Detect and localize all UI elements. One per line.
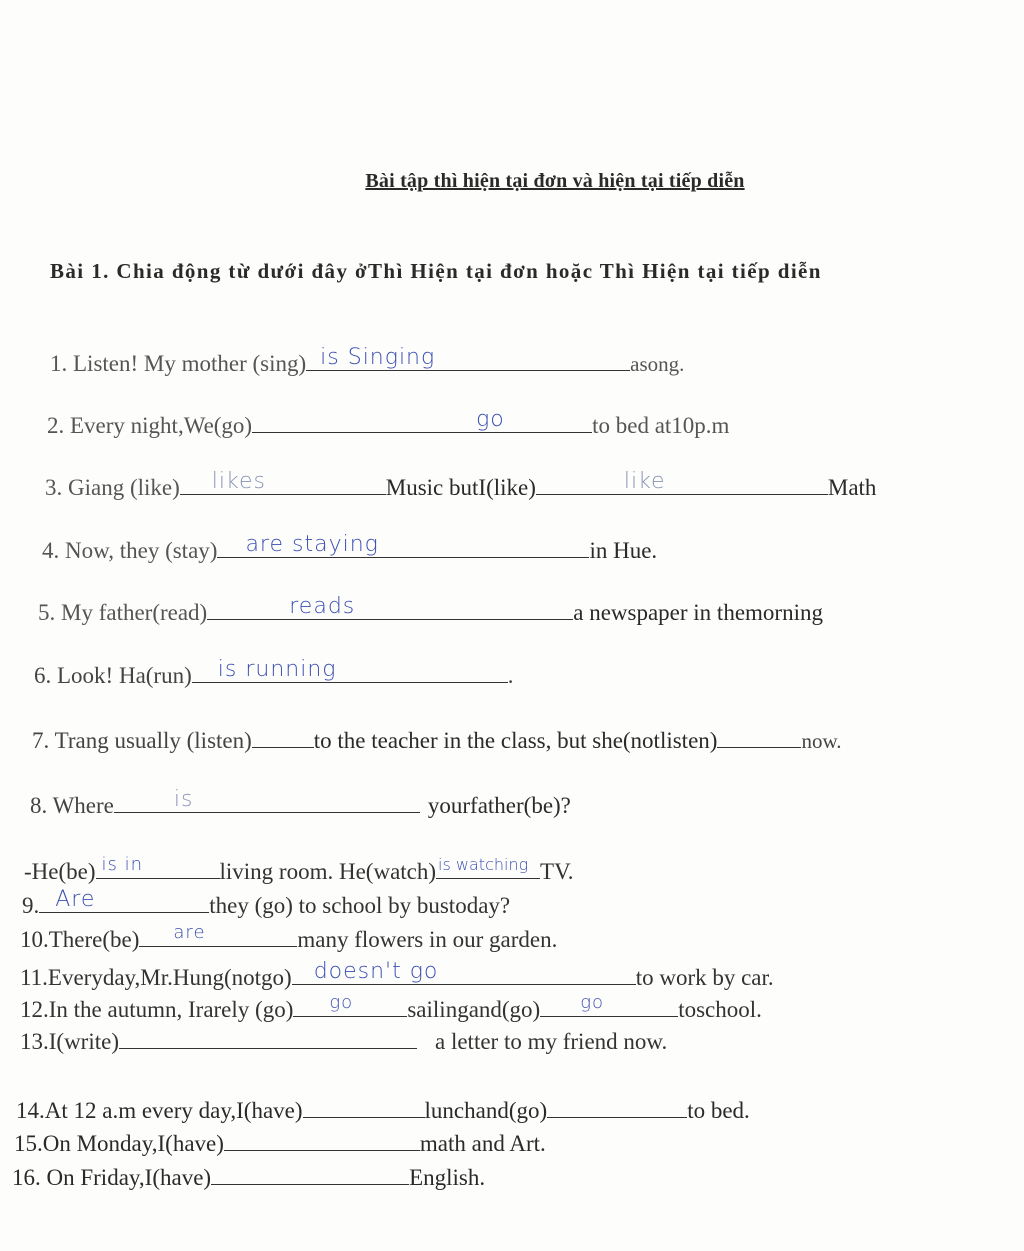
item-prefix: 3. Giang (like) [45, 475, 180, 500]
item-prefix: 4. Now, they (stay) [42, 538, 218, 563]
exercise-item-5 [38, 594, 823, 628]
exercise-item-13 [20, 1026, 667, 1057]
answer-blank[interactable] [180, 469, 386, 495]
answer-blank[interactable] [207, 594, 573, 620]
answer-blank[interactable] [224, 1128, 420, 1151]
answer-blank[interactable] [252, 725, 314, 748]
item-prefix: 15.On Monday,I(have) [14, 1131, 224, 1156]
item-suffix: English. [409, 1165, 486, 1190]
handwritten-answer: go [329, 992, 354, 1013]
answer-blank-2[interactable] [547, 1095, 687, 1118]
item-middle: to the teacher in the class, but she(notlisten) [313, 728, 718, 753]
answer-blank[interactable] [252, 407, 592, 433]
answer-blank[interactable] [192, 657, 508, 683]
item-suffix: now. [801, 729, 842, 753]
item-suffix: Math [827, 475, 877, 500]
item-prefix: 12.In the autumn, Irarely (go) [20, 997, 294, 1022]
item-middle: Music butI(like) [385, 475, 536, 500]
handwritten-answer: is [173, 787, 194, 812]
item-prefix: 6. Look! Ha(run) [34, 663, 192, 688]
handwritten-answer-2: is watching [438, 855, 529, 874]
item-suffix: to work by car. [635, 965, 774, 990]
exercise-item-1 [50, 345, 685, 379]
worksheet-title: Bài tập thì hiện tại đơn và hiện tại tiếp diễn [365, 170, 745, 192]
handwritten-answer: doesn't go [313, 959, 439, 984]
exercise-item-11 [20, 959, 774, 993]
answer-blank[interactable] [306, 345, 630, 371]
item-prefix: 8. Where [30, 793, 114, 818]
item-suffix-visible: toschool. [678, 997, 762, 1022]
item-middle: sailingand(go) [407, 997, 541, 1022]
item-prefix: 14.At 12 a.m every day,I(have) [16, 1098, 303, 1123]
item-suffix: TV. [540, 859, 574, 884]
item-prefix: 1. Listen! My mother (sing) [50, 351, 307, 376]
item-suffix: math and Art. [419, 1131, 546, 1156]
answer-blank[interactable] [211, 1162, 409, 1185]
exercise-item-8b [24, 856, 574, 887]
item-prefix: 9. [22, 893, 40, 918]
item-prefix: 7. Trang usually (listen) [32, 728, 252, 753]
item-suffix: asong. [630, 352, 685, 376]
item-suffix: a letter to my friend now. [435, 1029, 668, 1054]
answer-blank-2[interactable] [536, 469, 828, 495]
handwritten-answer: likes [211, 469, 266, 494]
item-suffix: many flowers in our garden. [297, 927, 558, 952]
exercise-instruction: Bài 1. Chia động từ dưới đây ởThì Hiện tại đơn hoặc Thì Hiện tại tiếp diễn [50, 259, 822, 283]
answer-blank[interactable] [303, 1095, 425, 1118]
answer-blank[interactable] [292, 959, 636, 985]
item-suffix: they (go) to school by bustoday? [209, 893, 511, 918]
answer-blank[interactable] [139, 924, 297, 947]
item-prefix: 2. Every night,We(go) [47, 413, 253, 438]
handwritten-answer: is in [101, 854, 144, 875]
handwritten-answer: Are [55, 887, 96, 912]
handwritten-answer: go [476, 407, 505, 432]
item-suffix: a newspaper in themorning [573, 600, 823, 625]
answer-blank[interactable] [96, 856, 220, 879]
exercise-item-8 [30, 787, 571, 821]
handwritten-answer: reads [289, 594, 356, 619]
exercise-item-4 [42, 532, 658, 566]
item-prefix: -He(be) [24, 859, 96, 884]
answer-blank-2[interactable] [717, 725, 801, 748]
handwritten-answer: is Singing [320, 345, 436, 370]
answer-blank[interactable] [119, 1026, 417, 1049]
answer-blank[interactable] [217, 532, 589, 558]
item-suffix: . [507, 663, 514, 688]
item-prefix: 11.Everyday,Mr.Hung(notgo) [20, 965, 292, 990]
handwritten-answer: is running [217, 657, 337, 682]
item-prefix: 13.I(write) [20, 1029, 119, 1054]
exercise-item-9 [22, 887, 511, 921]
answer-blank-2[interactable] [436, 856, 540, 879]
exercise-item-3 [45, 469, 877, 503]
item-middle: living room. He(watch) [219, 859, 437, 884]
item-suffix: yourfather(be)? [427, 793, 571, 818]
item-prefix: 5. My father(read) [38, 600, 208, 625]
exercise-item-15 [14, 1128, 546, 1159]
exercise-item-12 [20, 994, 762, 1025]
handwritten-answer-2: go [580, 992, 605, 1013]
item-prefix: 16. On Friday,I(have) [12, 1165, 212, 1190]
answer-blank-2[interactable] [540, 994, 678, 1017]
handwritten-answer-2: like [623, 469, 666, 494]
handwritten-answer: are staying [245, 532, 379, 557]
item-suffix: to bed at10p.m [592, 413, 730, 438]
exercise-item-6 [34, 657, 514, 691]
exercise-item-2 [47, 407, 730, 441]
exercise-item-16 [12, 1162, 485, 1193]
item-suffix: in Hue. [589, 538, 658, 563]
answer-blank[interactable] [114, 787, 420, 813]
handwritten-answer: are [173, 922, 206, 943]
answer-blank[interactable] [293, 994, 407, 1017]
item-suffix: to bed. [687, 1098, 750, 1123]
answer-blank[interactable] [39, 887, 209, 913]
item-prefix: 10.There(be) [20, 927, 140, 952]
item-middle: lunchand(go) [424, 1098, 548, 1123]
exercise-item-7 [32, 725, 842, 756]
exercise-item-10 [20, 924, 557, 955]
exercise-item-14 [16, 1095, 750, 1126]
